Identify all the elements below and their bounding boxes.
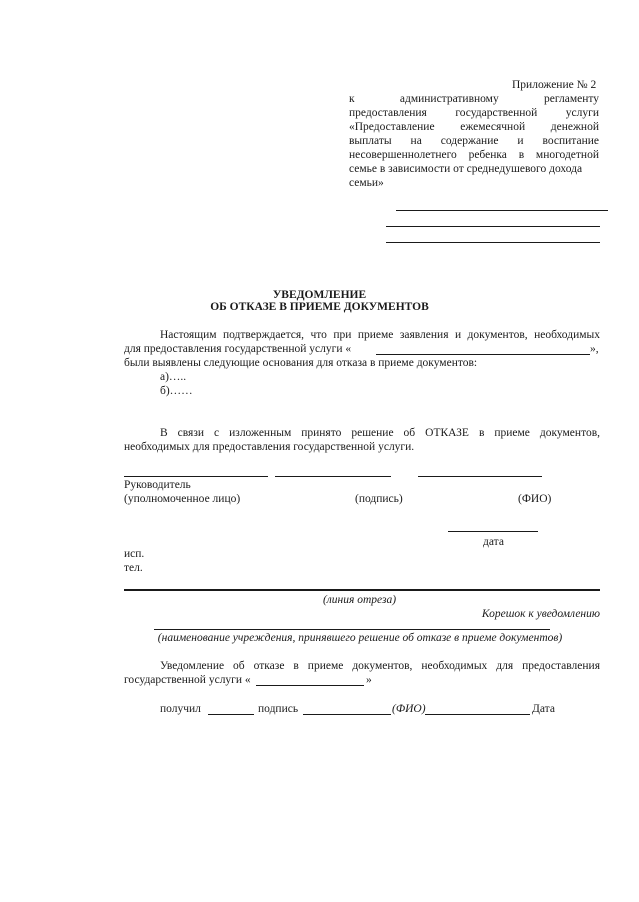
date-line xyxy=(448,531,538,532)
paragraph-1-line-1: Настоящим подтверждается, что при приеме заявления и документов, необходимых xyxy=(160,329,600,341)
appendix-line-4: «Предоставление ежемесячной денежной xyxy=(349,121,599,133)
stub-notice-line-2: государственной услуги « xyxy=(124,674,251,686)
signature-role: Руководитель xyxy=(124,479,191,491)
received-blank xyxy=(208,714,254,715)
appendix-line-3: предоставления государственной услуги xyxy=(349,107,599,119)
paragraph-1-line-2: для предоставления государственной услуги « xyxy=(124,343,352,355)
signature-sign-line xyxy=(275,476,391,477)
signature-sign-label: (подпись) xyxy=(355,493,403,505)
signature-fio-line xyxy=(418,476,542,477)
document-title: УВЕДОМЛЕНИЕ xyxy=(272,289,367,301)
recipient-line-2 xyxy=(386,226,600,227)
executor-label: исп. xyxy=(124,548,145,560)
paragraph-2-line-2: необходимых для предоставления государственной услуги. xyxy=(124,441,415,453)
document-subtitle: ОБ ОТКАЗЕ В ПРИЕМЕ ДОКУМЕНТОВ xyxy=(210,301,429,313)
reason-item-a: а)….. xyxy=(160,371,187,383)
paragraph-2-line-1: В связи с изложенным принято решение об ОТКАЗЕ в приеме документов, xyxy=(160,427,600,439)
signature-role-line xyxy=(124,476,268,477)
reason-item-b: б)…… xyxy=(160,385,193,397)
appendix-line-8: семьи» xyxy=(349,177,384,189)
appendix-line-7: семье в зависимости от среднедушевого дохода xyxy=(349,163,583,175)
stub-notice-line-1: Уведомление об отказе в приеме документов, необходимых для предоставления xyxy=(160,660,600,672)
service-name-blank xyxy=(376,354,590,355)
receipt-signature-blank xyxy=(303,714,391,715)
paragraph-1-line-3: были выявлены следующие основания для отказа в приеме документов: xyxy=(124,357,478,369)
date-label: дата xyxy=(483,536,504,548)
paragraph-1-quote-close: », xyxy=(590,343,599,355)
cut-line-label: (линия отреза) xyxy=(322,594,397,606)
appendix-line-5: выплаты на содержание и воспитание xyxy=(349,135,599,147)
institution-label: (наименование учреждения, принявшего решение об отказе в приеме документов) xyxy=(157,632,563,644)
appendix-number: Приложение № 2 xyxy=(512,79,597,91)
signature-role-note: (уполномоченное лицо) xyxy=(124,493,241,505)
institution-line xyxy=(154,629,550,630)
phone-label: тел. xyxy=(124,562,143,574)
signature-fio-label: (ФИО) xyxy=(518,493,552,505)
appendix-line-2: к административному регламенту xyxy=(349,93,599,105)
received-label: получил xyxy=(160,703,201,715)
receipt-fio-label: (ФИО) xyxy=(392,703,426,715)
receipt-signature-label: подпись xyxy=(258,703,299,715)
recipient-line-1 xyxy=(396,210,608,211)
stub-notice-quote-close: » xyxy=(366,674,372,686)
receipt-fio-blank xyxy=(425,714,530,715)
receipt-date-label: Дата xyxy=(532,703,555,715)
cut-line xyxy=(124,589,600,591)
appendix-line-6: несовершеннолетнего ребенка в многодетной xyxy=(349,149,599,161)
recipient-line-3 xyxy=(386,242,600,243)
stub-label: Корешок к уведомлению xyxy=(481,608,600,620)
stub-service-blank xyxy=(256,685,364,686)
